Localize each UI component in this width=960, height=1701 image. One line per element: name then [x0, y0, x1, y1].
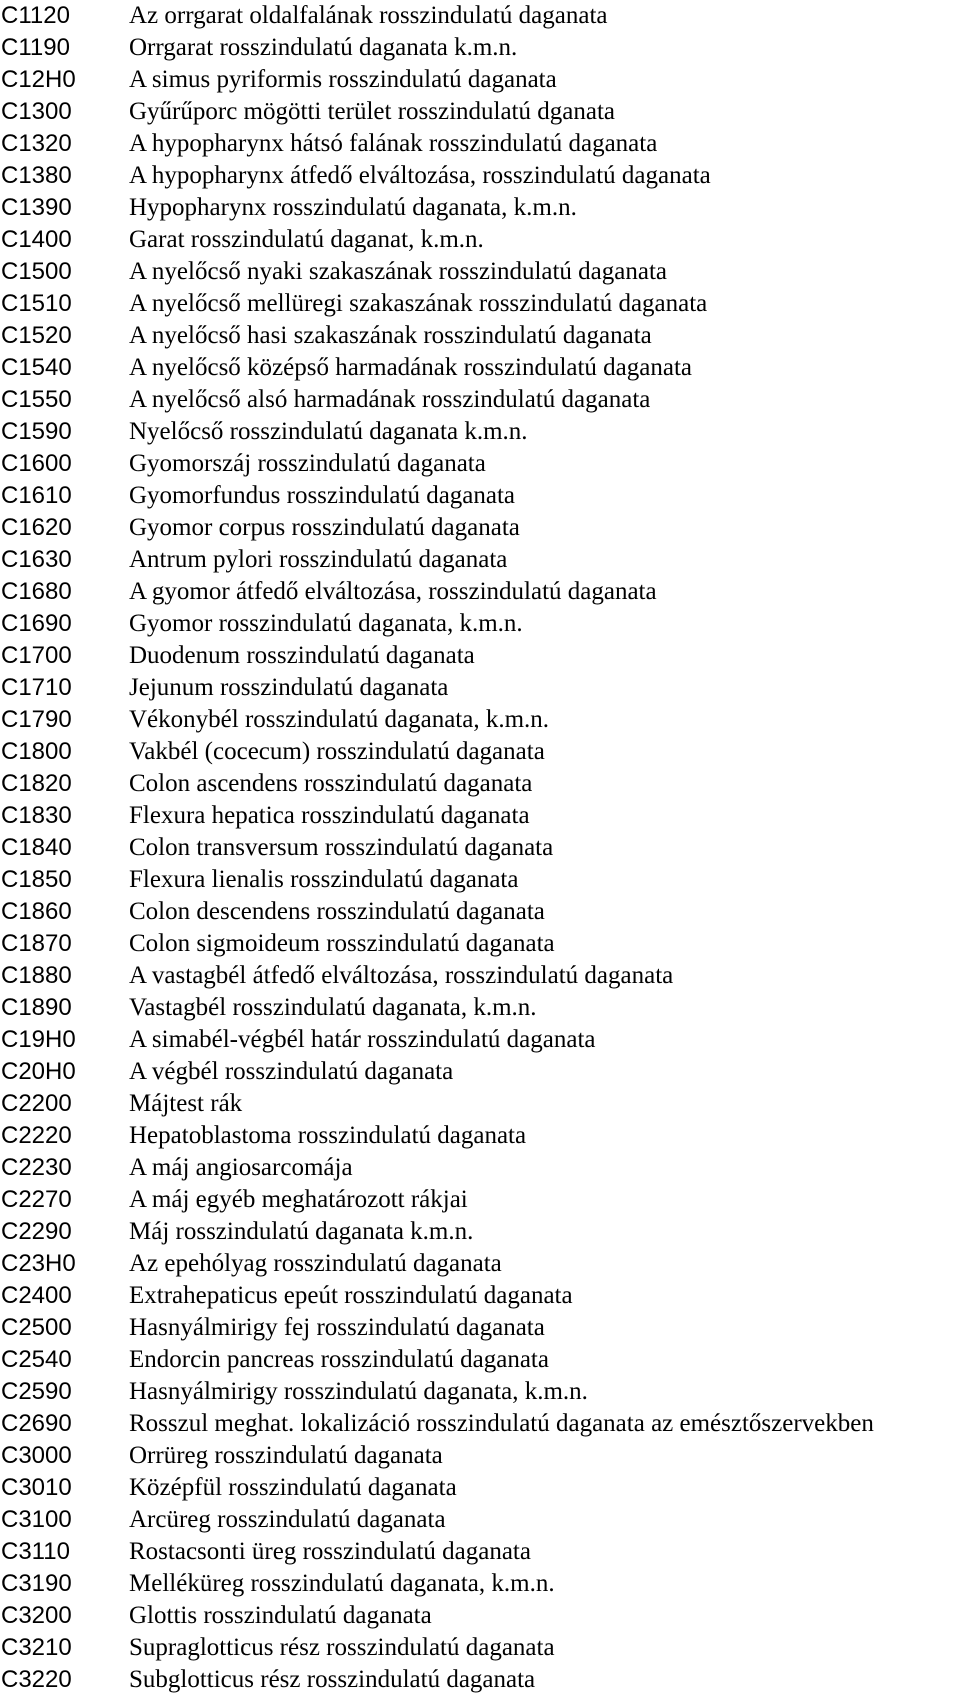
diagnosis-code: C1520	[1, 322, 72, 349]
diagnosis-description: Colon sigmoideum rosszindulatú daganata	[129, 930, 555, 957]
diagnosis-code: C3220	[1, 1666, 72, 1693]
diagnosis-code: C1860	[1, 898, 72, 925]
diagnosis-code: C2200	[1, 1090, 72, 1117]
list-item	[0, 192, 960, 224]
list-item	[0, 1344, 960, 1376]
diagnosis-description: Colon descendens rosszindulatú daganata	[129, 898, 545, 925]
diagnosis-description: Máj rosszindulatú daganata k.m.n.	[129, 1218, 474, 1245]
diagnosis-code: C1870	[1, 930, 72, 957]
diagnosis-description: Gyomor corpus rosszindulatú daganata	[129, 514, 520, 541]
list-item	[0, 1600, 960, 1632]
diagnosis-code: C1680	[1, 578, 72, 605]
diagnosis-description: Garat rosszindulatú daganat, k.m.n.	[129, 226, 484, 253]
list-item	[0, 928, 960, 960]
diagnosis-description: Antrum pylori rosszindulatú daganata	[129, 546, 508, 573]
list-item	[0, 1216, 960, 1248]
list-item	[0, 320, 960, 352]
diagnosis-code: C1880	[1, 962, 72, 989]
diagnosis-description: A máj angiosarcomája	[129, 1154, 353, 1181]
list-item	[0, 864, 960, 896]
list-item	[0, 480, 960, 512]
list-item	[0, 160, 960, 192]
diagnosis-code: C19H0	[1, 1026, 76, 1053]
diagnosis-description: A vastagbél átfedő elváltozása, rosszindulatú daganata	[129, 962, 674, 989]
list-item	[0, 896, 960, 928]
diagnosis-description: Supraglotticus rész rosszindulatú daganata	[129, 1634, 555, 1661]
diagnosis-code: C1600	[1, 450, 72, 477]
diagnosis-code: C12H0	[1, 66, 76, 93]
diagnosis-code: C2540	[1, 1346, 72, 1373]
diagnosis-description: Flexura hepatica rosszindulatú daganata	[129, 802, 530, 829]
list-item	[0, 1024, 960, 1056]
diagnosis-code: C1620	[1, 514, 72, 541]
diagnosis-code: C2270	[1, 1186, 72, 1213]
diagnosis-code: C2590	[1, 1378, 72, 1405]
list-item	[0, 1568, 960, 1600]
diagnosis-description: Gyomorszáj rosszindulatú daganata	[129, 450, 486, 477]
list-item	[0, 64, 960, 96]
diagnosis-description: A hypopharynx hátsó falának rosszindulatú daganata	[129, 130, 658, 157]
diagnosis-description: Vakbél (cocecum) rosszindulatú daganata	[129, 738, 545, 765]
list-item	[0, 1152, 960, 1184]
diagnosis-description: Gyomor rosszindulatú daganata, k.m.n.	[129, 610, 523, 637]
diagnosis-code: C1190	[1, 34, 70, 61]
diagnosis-code: C2500	[1, 1314, 72, 1341]
diagnosis-code: C2690	[1, 1410, 72, 1437]
diagnosis-code: C1830	[1, 802, 72, 829]
diagnosis-description: Endorcin pancreas rosszindulatú daganata	[129, 1346, 549, 1373]
diagnosis-code: C1550	[1, 386, 72, 413]
list-item	[0, 640, 960, 672]
diagnosis-code: C1710	[1, 674, 72, 701]
list-item	[0, 832, 960, 864]
diagnosis-code: C1840	[1, 834, 72, 861]
list-item	[0, 800, 960, 832]
list-item	[0, 1184, 960, 1216]
diagnosis-description: Colon ascendens rosszindulatú daganata	[129, 770, 533, 797]
diagnosis-code: C3190	[1, 1570, 72, 1597]
diagnosis-code: C2230	[1, 1154, 72, 1181]
diagnosis-code: C3100	[1, 1506, 72, 1533]
list-item	[0, 704, 960, 736]
diagnosis-description: A nyelőcső középső harmadának rosszindulatú daganata	[129, 354, 693, 381]
diagnosis-code: C1890	[1, 994, 72, 1021]
diagnosis-description: Subglotticus rész rosszindulatú daganata	[129, 1666, 536, 1693]
diagnosis-description: Gyűrűporc mögötti terület rosszindulatú dganata	[129, 98, 615, 125]
diagnosis-description: A simabél-végbél határ rosszindulatú daganata	[129, 1026, 596, 1053]
diagnosis-description: Hepatoblastoma rosszindulatú daganata	[129, 1122, 527, 1149]
diagnosis-code: C1790	[1, 706, 72, 733]
list-item	[0, 1664, 960, 1696]
list-item	[0, 1120, 960, 1152]
diagnosis-description: Melléküreg rosszindulatú daganata, k.m.n.	[129, 1570, 555, 1597]
diagnosis-description: Az orrgarat oldalfalának rosszindulatú daganata	[129, 2, 608, 29]
list-item	[0, 416, 960, 448]
list-item	[0, 448, 960, 480]
diagnosis-description: Glottis rosszindulatú daganata	[129, 1602, 432, 1629]
list-item	[0, 608, 960, 640]
diagnosis-code: C1120	[1, 2, 70, 29]
diagnosis-description: Rostacsonti üreg rosszindulatú daganata	[129, 1538, 531, 1565]
diagnosis-description: Colon transversum rosszindulatú daganata	[129, 834, 554, 861]
list-item	[0, 1504, 960, 1536]
diagnosis-description: Orrüreg rosszindulatú daganata	[129, 1442, 443, 1469]
diagnosis-description: Flexura lienalis rosszindulatú daganata	[129, 866, 519, 893]
diagnosis-code: C1510	[1, 290, 72, 317]
diagnosis-code: C3110	[1, 1538, 70, 1565]
list-item	[0, 288, 960, 320]
diagnosis-code: C1850	[1, 866, 72, 893]
diagnosis-code: C1590	[1, 418, 72, 445]
diagnosis-code: C20H0	[1, 1058, 76, 1085]
diagnosis-description: A simus pyriformis rosszindulatú daganata	[129, 66, 557, 93]
list-item	[0, 32, 960, 64]
diagnosis-description: Nyelőcső rosszindulatú daganata k.m.n.	[129, 418, 528, 445]
diagnosis-code: C1630	[1, 546, 72, 573]
diagnosis-code: C1380	[1, 162, 72, 189]
list-item	[0, 960, 960, 992]
diagnosis-code: C2290	[1, 1218, 72, 1245]
list-item	[0, 224, 960, 256]
diagnosis-description: A gyomor átfedő elváltozása, rosszindulatú daganata	[129, 578, 657, 605]
list-item	[0, 128, 960, 160]
list-item	[0, 1440, 960, 1472]
diagnosis-description: Vékonybél rosszindulatú daganata, k.m.n.	[129, 706, 550, 733]
diagnosis-code: C3010	[1, 1474, 72, 1501]
diagnosis-description: Gyomorfundus rosszindulatú daganata	[129, 482, 516, 509]
list-item	[0, 576, 960, 608]
diagnosis-description: Középfül rosszindulatú daganata	[129, 1474, 457, 1501]
diagnosis-description: Hypopharynx rosszindulatú daganata, k.m.n.	[129, 194, 577, 221]
diagnosis-code: C1690	[1, 610, 72, 637]
list-item	[0, 0, 960, 32]
list-item	[0, 384, 960, 416]
list-item	[0, 96, 960, 128]
list-item	[0, 1056, 960, 1088]
diagnosis-code: C3000	[1, 1442, 72, 1469]
diagnosis-description: Duodenum rosszindulatú daganata	[129, 642, 475, 669]
list-item	[0, 1408, 960, 1440]
list-item	[0, 256, 960, 288]
list-item	[0, 768, 960, 800]
list-item	[0, 1248, 960, 1280]
diagnosis-description: Hasnyálmirigy rosszindulatú daganata, k.m.n.	[129, 1378, 588, 1405]
list-item	[0, 736, 960, 768]
diagnosis-code: C1300	[1, 98, 72, 125]
diagnosis-description: A nyelőcső hasi szakaszának rosszindulatú daganata	[129, 322, 652, 349]
diagnosis-description: Az epehólyag rosszindulatú daganata	[129, 1250, 502, 1277]
diagnosis-code: C1400	[1, 226, 72, 253]
list-item	[0, 1536, 960, 1568]
diagnosis-code: C1390	[1, 194, 72, 221]
diagnosis-description: A máj egyéb meghatározott rákjai	[129, 1186, 468, 1213]
list-item	[0, 1376, 960, 1408]
list-item	[0, 1472, 960, 1504]
diagnosis-code: C23H0	[1, 1250, 76, 1277]
diagnosis-description: Vastagbél rosszindulatú daganata, k.m.n.	[129, 994, 537, 1021]
list-item	[0, 544, 960, 576]
diagnosis-description: Jejunum rosszindulatú daganata	[129, 674, 449, 701]
diagnosis-description: A hypopharynx átfedő elváltozása, rosszindulatú daganata	[129, 162, 711, 189]
list-item	[0, 992, 960, 1024]
diagnosis-code: C2220	[1, 1122, 72, 1149]
diagnosis-code: C3210	[1, 1634, 72, 1661]
diagnosis-description: Extrahepaticus epeút rosszindulatú daganata	[129, 1282, 573, 1309]
list-item	[0, 1312, 960, 1344]
list-item	[0, 512, 960, 544]
diagnosis-description: Orrgarat rosszindulatú daganata k.m.n.	[129, 34, 518, 61]
diagnosis-code: C1700	[1, 642, 72, 669]
diagnosis-code: C1800	[1, 738, 72, 765]
diagnosis-code: C3200	[1, 1602, 72, 1629]
list-item	[0, 1088, 960, 1120]
diagnosis-description: A nyelőcső alsó harmadának rosszindulatú daganata	[129, 386, 651, 413]
diagnosis-code: C1500	[1, 258, 72, 285]
diagnosis-description: A nyelőcső mellüregi szakaszának rosszindulatú daganata	[129, 290, 708, 317]
diagnosis-description: Hasnyálmirigy fej rosszindulatú daganata	[129, 1314, 545, 1341]
list-item	[0, 672, 960, 704]
list-item	[0, 352, 960, 384]
diagnosis-description: A nyelőcső nyaki szakaszának rosszindulatú daganata	[129, 258, 668, 285]
diagnosis-code: C1820	[1, 770, 72, 797]
diagnosis-code: C1320	[1, 130, 72, 157]
diagnosis-description: Májtest rák	[129, 1090, 243, 1117]
list-item	[0, 1632, 960, 1664]
diagnosis-code: C1610	[1, 482, 72, 509]
diagnosis-description: Arcüreg rosszindulatú daganata	[129, 1506, 446, 1533]
diagnosis-description: Rosszul meghat. lokalizáció rosszindulatú daganata az emésztőszervekben	[129, 1410, 874, 1437]
diagnosis-description: A végbél rosszindulatú daganata	[129, 1058, 454, 1085]
list-item	[0, 1280, 960, 1312]
diagnosis-code: C2400	[1, 1282, 72, 1309]
diagnosis-code: C1540	[1, 354, 72, 381]
